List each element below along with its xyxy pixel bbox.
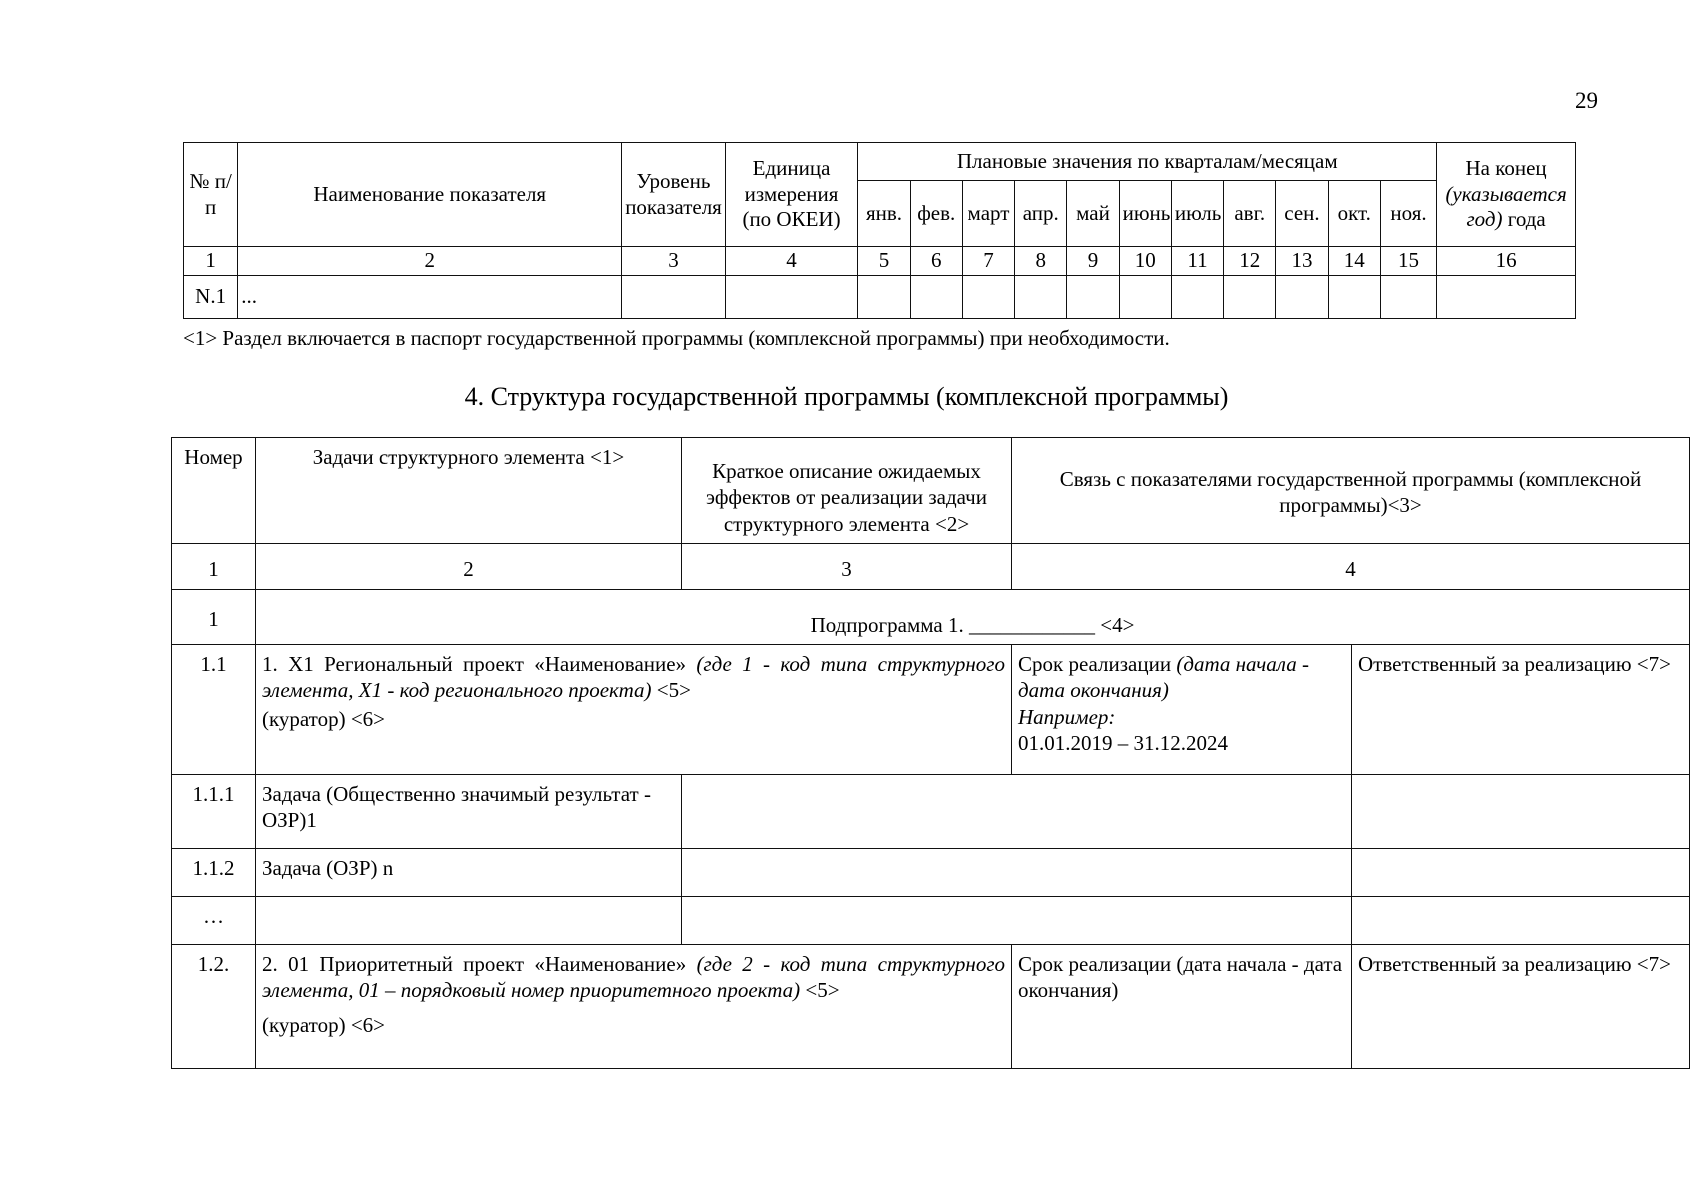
table-row: [172, 897, 1690, 945]
project2-curator: (куратор) <6>: [262, 1012, 386, 1037]
cell: [622, 276, 726, 319]
cell: [1015, 276, 1067, 319]
cell: [1224, 276, 1276, 319]
structure-table: [171, 437, 1690, 1069]
project1-note: (где 1 - код типа структурного элемента, Х1 - код регионального проекта): [262, 652, 1005, 703]
column-number: 3: [622, 247, 726, 276]
header-end-of-year: [1437, 143, 1576, 247]
cell: [682, 897, 1352, 945]
header-number: Номер: [172, 438, 256, 544]
month-header: янв.: [858, 181, 910, 247]
page-number: 29: [1575, 88, 1598, 113]
table-row: [184, 276, 1576, 319]
column-number: 12: [1224, 247, 1276, 276]
column-number: 7: [962, 247, 1014, 276]
project2-term: Срок реализации (дата начала - дата окончания): [1012, 945, 1352, 1069]
column-number: 15: [1380, 247, 1436, 276]
cell: [858, 276, 910, 319]
column-number: 5: [858, 247, 910, 276]
cell: [910, 276, 962, 319]
row-name: ...: [238, 276, 622, 319]
end-year-note: (указывается год): [1445, 181, 1567, 232]
month-header: май: [1067, 181, 1119, 247]
column-number: 6: [910, 247, 962, 276]
header-planned-values: Плановые значения по кварталам/месяцам: [858, 143, 1437, 181]
column-number: 8: [1015, 247, 1067, 276]
column-number: 16: [1437, 247, 1576, 276]
cell: [682, 849, 1352, 897]
cell: [1437, 276, 1576, 319]
cell: [1276, 276, 1328, 319]
column-number: 1: [172, 543, 256, 589]
column-number: 4: [1012, 543, 1690, 589]
task-number: 1.1.2: [172, 849, 256, 897]
cell: [1171, 276, 1223, 319]
table-row: [172, 775, 1690, 849]
column-number: 13: [1276, 247, 1328, 276]
column-number: 2: [256, 543, 682, 589]
month-header: март: [962, 181, 1014, 247]
subprogram-title: Подпрограмма 1. ____________ <4>: [256, 589, 1690, 644]
header-tasks: Задачи структурного элемента <1>: [256, 438, 682, 544]
month-header: ноя.: [1380, 181, 1436, 247]
month-header: июль: [1171, 181, 1223, 247]
cell: [1380, 276, 1436, 319]
project1-number: 1.1: [172, 645, 256, 775]
task-text: Задача (Общественно значимый результат - ОЗР)1: [256, 775, 682, 849]
month-header: фев.: [910, 181, 962, 247]
indicators-table: [183, 142, 1576, 319]
project2-description: [256, 945, 1012, 1069]
header-effects: Краткое описание ожидаемых эффектов от реализации задачи структурного элемента <2>: [682, 438, 1012, 544]
cell: [725, 276, 858, 319]
cell: [1119, 276, 1171, 319]
project1-term: [1012, 645, 1352, 775]
month-header: июнь: [1119, 181, 1171, 247]
task-number: …: [172, 897, 256, 945]
cell: [1328, 276, 1380, 319]
cell: [1067, 276, 1119, 319]
project2-note: (где 2 - код типа структурного элемента, 01 – порядковый номер приоритетного проекта): [262, 952, 1006, 1003]
project1-description: [256, 645, 1012, 775]
header-num: № п/п: [184, 143, 238, 247]
cell: [1352, 897, 1690, 945]
project2-number: 1.2.: [172, 945, 256, 1069]
project1-example-dates: 01.01.2019 – 31.12.2024: [1018, 730, 1228, 755]
month-header: авг.: [1224, 181, 1276, 247]
footnote: <1> Раздел включается в паспорт государственной программы (комплексной программы) при необходимости.: [183, 326, 1170, 350]
cell: [1352, 775, 1690, 849]
task-text: [256, 897, 682, 945]
end-year-suffix: года: [1507, 207, 1546, 232]
cell: [682, 775, 1352, 849]
header-indicator-name: Наименование показателя: [238, 143, 622, 247]
table-row: [172, 849, 1690, 897]
project1-term-note: (дата начала - дата окончания): [1018, 652, 1309, 703]
column-number: 1: [184, 247, 238, 276]
cell: [1352, 849, 1690, 897]
column-number: 3: [682, 543, 1012, 589]
column-number-row: [172, 543, 1690, 589]
column-number-row: [184, 247, 1576, 276]
project2-ref: <5>: [805, 978, 840, 1003]
column-number: 2: [238, 247, 622, 276]
project2-responsible: Ответственный за реализацию <7>: [1352, 945, 1690, 1069]
header-unit: Единица измерения (по ОКЕИ): [725, 143, 858, 247]
project1-ref: <5>: [656, 678, 691, 703]
column-number: 11: [1171, 247, 1223, 276]
month-header: окт.: [1328, 181, 1380, 247]
project1-curator: (куратор) <6>: [262, 706, 386, 731]
month-header: сен.: [1276, 181, 1328, 247]
month-header: апр.: [1015, 181, 1067, 247]
column-number: 9: [1067, 247, 1119, 276]
column-number: 4: [725, 247, 858, 276]
project1-lead: 1. Х1 Региональный проект «Наименование»: [262, 652, 687, 676]
row-num: N.1: [184, 276, 238, 319]
column-number: 10: [1119, 247, 1171, 276]
project1-term-lead: Срок реализации: [1018, 652, 1172, 676]
cell: [962, 276, 1014, 319]
section-title: 4. Структура государственной программы (комплексной программы): [464, 382, 1229, 411]
end-year-prefix: На конец: [1465, 156, 1547, 181]
task-number: 1.1.1: [172, 775, 256, 849]
project1-responsible: Ответственный за реализацию <7>: [1352, 645, 1690, 775]
header-link: Связь с показателями государственной программы (комплексной программы)<3>: [1012, 438, 1690, 544]
project1-example-label: Например:: [1018, 704, 1116, 729]
header-level: Уровень показателя: [622, 143, 726, 247]
project2-lead: 2. 01 Приоритетный проект «Наименование»: [262, 952, 687, 976]
task-text: Задача (ОЗР) n: [256, 849, 682, 897]
column-number: 14: [1328, 247, 1380, 276]
subprogram-number: 1: [172, 589, 256, 644]
